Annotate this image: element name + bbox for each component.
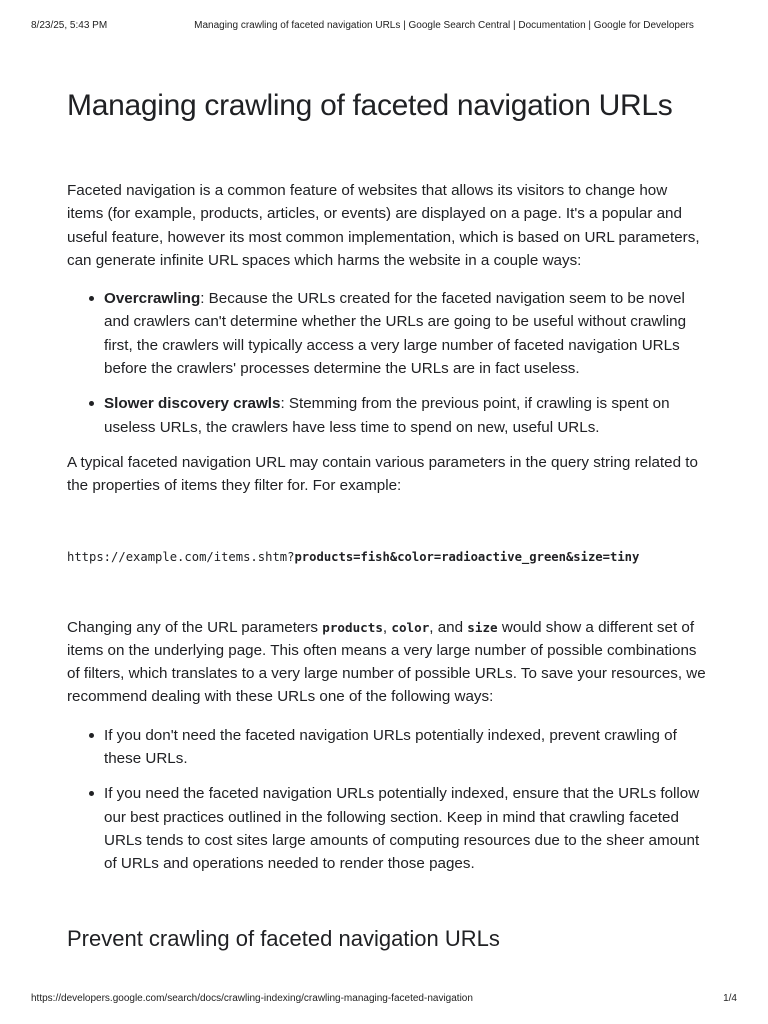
example-intro-paragraph: A typical faceted navigation URL may contain various parameters in the query string related to the properties of items they filter for. For example: <box>67 453 698 495</box>
overcrawling-text: : Because the URLs created for the faceted navigation seem to be novel and crawlers can't determine whether the URLs are going to be useful without crawling first, the crawlers will typically access a very large number of faceted navigation URLs before the crawlers' processes determine the URLs are in fact useless. <box>104 290 687 378</box>
intro-paragraph: Faceted navigation is a common feature of websites that allows its visitors to change how items (for example, products, articles, or events) are displayed on a page. It's a popular and useful feature, however its most common implementation, which is based on URL parameters, can generate infinite URL spaces which harms the website in a couple ways: <box>67 182 700 269</box>
param-products: products <box>322 619 383 635</box>
params-suffix: would show a different set of items on the underlying page. This often means a very large number of possible combinations of filters, which translates to a very large number of possible URLs. To save your resources, we recommend dealing with these URLs one of the following ways: <box>67 618 706 706</box>
print-date: 8/23/25, 5:43 PM <box>31 20 108 31</box>
example-url-code <box>67 547 707 567</box>
print-url: https://developers.google.com/search/docs/crawling-indexing/crawling-managing-faceted-navigation <box>31 993 473 1004</box>
harms-list <box>67 287 707 439</box>
params-prefix: Changing any of the URL parameters <box>67 618 323 636</box>
params-sep1: , <box>382 618 392 636</box>
example-url-base: https://example.com/items.shtm? <box>67 549 295 564</box>
param-color: color <box>391 619 430 635</box>
param-size: size <box>467 619 498 635</box>
list-item-slower-discovery <box>67 392 707 439</box>
print-header <box>31 19 737 33</box>
page-number: 1/4 <box>723 993 737 1004</box>
page-title: Managing crawling of faceted navigation URLs <box>67 89 673 122</box>
example-url-query: products=fish&color=radioactive_green&size=tiny <box>294 549 640 564</box>
options-list <box>67 724 707 876</box>
print-page-title: Managing crawling of faceted navigation URLs | Google Search Central | Documentation | Google for Developers <box>194 20 694 31</box>
term-overcrawling: Overcrawling <box>104 290 201 308</box>
parameters-paragraph <box>67 616 707 709</box>
list-item-option-indexed: If you need the faceted navigation URLs potentially indexed, ensure that the URLs follow our best practices outlined in the following section. Keep in mind that crawling faceted URLs tends to cost sites large amounts of computing resources due to the sheer amount of URLs and operations needed to render those pages. <box>67 782 707 875</box>
slower-discovery-text: : Stemming from the previous point, if crawling is spent on useless URLs, the crawlers have less time to spend on new, useful URLs. <box>104 395 670 436</box>
list-item-option-prevent: If you don't need the faceted navigation URLs potentially indexed, prevent crawling of these URLs. <box>67 724 707 771</box>
list-item-overcrawling <box>67 287 707 380</box>
article-content <box>67 84 707 954</box>
term-slower-discovery: Slower discovery crawls <box>104 395 281 413</box>
section-heading: Prevent crawling of faceted navigation URLs <box>67 925 500 951</box>
print-footer <box>31 992 737 1006</box>
params-sep2: , and <box>429 618 468 636</box>
